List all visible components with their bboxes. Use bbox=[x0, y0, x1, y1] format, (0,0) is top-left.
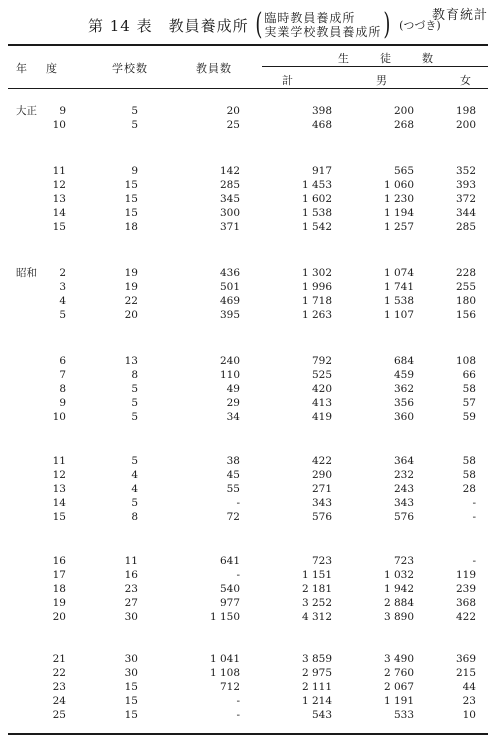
table-row bbox=[0, 104, 496, 118]
year-cell: 14 bbox=[52, 497, 66, 509]
schools-cell: 15 bbox=[124, 207, 138, 219]
year-cell: 15 bbox=[52, 511, 66, 523]
teachers-cell: 371 bbox=[219, 221, 240, 233]
table-row bbox=[0, 118, 496, 132]
teachers-cell: 1 150 bbox=[209, 611, 240, 623]
male-cell: 1 191 bbox=[383, 695, 414, 707]
female-cell: 156 bbox=[455, 309, 476, 321]
schools-cell: 15 bbox=[124, 695, 138, 707]
female-cell: 59 bbox=[462, 411, 476, 423]
male-cell: 243 bbox=[393, 483, 414, 495]
year-cell: 9 bbox=[59, 105, 66, 117]
table-row bbox=[0, 178, 496, 192]
schools-cell: 5 bbox=[131, 455, 138, 467]
male-cell: 1 060 bbox=[383, 179, 414, 191]
table-row bbox=[0, 410, 496, 424]
year-cell: 10 bbox=[52, 411, 66, 423]
male-cell: 1 942 bbox=[383, 583, 414, 595]
teachers-cell: 1 108 bbox=[209, 667, 240, 679]
schools-cell: 15 bbox=[124, 681, 138, 693]
teachers-cell: 240 bbox=[219, 355, 240, 367]
table-row bbox=[0, 206, 496, 220]
schools-cell: 5 bbox=[131, 397, 138, 409]
teachers-cell: 977 bbox=[219, 597, 240, 609]
year-cell: 14 bbox=[52, 207, 66, 219]
female-cell: 58 bbox=[462, 455, 476, 467]
schools-cell: 15 bbox=[124, 179, 138, 191]
total-cell: 1 602 bbox=[301, 193, 332, 205]
total-cell: 3 252 bbox=[301, 597, 332, 609]
title-main: 第 14 表 教員養成所 bbox=[88, 16, 249, 35]
total-cell: 4 312 bbox=[301, 611, 332, 623]
schools-cell: 15 bbox=[124, 193, 138, 205]
total-cell: 3 859 bbox=[301, 653, 332, 665]
schools-cell: 18 bbox=[124, 221, 138, 233]
year-cell: 5 bbox=[59, 309, 66, 321]
right-paren-glyph: ) bbox=[383, 7, 391, 42]
table-row bbox=[0, 454, 496, 468]
total-cell: 2 975 bbox=[301, 667, 332, 679]
female-cell: 108 bbox=[455, 355, 476, 367]
teachers-cell: - bbox=[236, 709, 240, 721]
schools-cell: 5 bbox=[131, 105, 138, 117]
year-cell: 18 bbox=[52, 583, 66, 595]
male-cell: 1 107 bbox=[383, 309, 414, 321]
era-cell: 大正 bbox=[16, 105, 37, 117]
total-cell: 1 214 bbox=[301, 695, 332, 707]
header-schools: 学校数 bbox=[112, 62, 148, 75]
male-cell: 1 074 bbox=[383, 267, 414, 279]
table-row bbox=[0, 708, 496, 722]
schools-cell: 4 bbox=[131, 483, 138, 495]
table-row bbox=[0, 354, 496, 368]
teachers-cell: 45 bbox=[226, 469, 240, 481]
total-cell: 419 bbox=[311, 411, 332, 423]
table-row bbox=[0, 610, 496, 624]
total-cell: 792 bbox=[311, 355, 332, 367]
female-cell: 368 bbox=[455, 597, 476, 609]
teachers-cell: 72 bbox=[226, 511, 240, 523]
male-cell: 364 bbox=[393, 455, 414, 467]
teachers-cell: - bbox=[236, 569, 240, 581]
teachers-cell: 469 bbox=[219, 295, 240, 307]
title-sub-1: 臨時教員養成所 bbox=[264, 11, 356, 25]
male-cell: 3 490 bbox=[383, 653, 414, 665]
year-cell: 6 bbox=[59, 355, 66, 367]
total-cell: 2 181 bbox=[301, 583, 332, 595]
female-cell: 255 bbox=[455, 281, 476, 293]
teachers-cell: 712 bbox=[219, 681, 240, 693]
male-cell: 2 067 bbox=[383, 681, 414, 693]
table-row bbox=[0, 396, 496, 410]
year-cell: 9 bbox=[59, 397, 66, 409]
year-cell: 12 bbox=[52, 179, 66, 191]
year-cell: 13 bbox=[52, 483, 66, 495]
schools-cell: 27 bbox=[124, 597, 138, 609]
female-cell: 344 bbox=[455, 207, 476, 219]
teachers-cell: 436 bbox=[219, 267, 240, 279]
female-cell: 239 bbox=[455, 583, 476, 595]
total-cell: 1 538 bbox=[301, 207, 332, 219]
table-row bbox=[0, 496, 496, 510]
total-cell: 343 bbox=[311, 497, 332, 509]
total-cell: 723 bbox=[311, 555, 332, 567]
year-cell: 17 bbox=[52, 569, 66, 581]
table-row bbox=[0, 596, 496, 610]
schools-cell: 8 bbox=[131, 511, 138, 523]
total-cell: 1 718 bbox=[301, 295, 332, 307]
teachers-cell: 501 bbox=[219, 281, 240, 293]
schools-cell: 20 bbox=[124, 309, 138, 321]
male-cell: 723 bbox=[393, 555, 414, 567]
teachers-cell: 49 bbox=[226, 383, 240, 395]
table-row bbox=[0, 666, 496, 680]
table-row bbox=[0, 294, 496, 308]
male-cell: 533 bbox=[393, 709, 414, 721]
schools-cell: 19 bbox=[124, 267, 138, 279]
total-cell: 576 bbox=[311, 511, 332, 523]
total-cell: 2 111 bbox=[301, 681, 332, 693]
schools-cell: 5 bbox=[131, 383, 138, 395]
teachers-cell: 55 bbox=[226, 483, 240, 495]
total-cell: 1 996 bbox=[301, 281, 332, 293]
total-cell: 413 bbox=[311, 397, 332, 409]
teachers-cell: 300 bbox=[219, 207, 240, 219]
male-cell: 565 bbox=[393, 165, 414, 177]
table-row bbox=[0, 382, 496, 396]
female-cell: 23 bbox=[462, 695, 476, 707]
table-row bbox=[0, 192, 496, 206]
header-year: 年 度 bbox=[16, 62, 61, 75]
table-row bbox=[0, 468, 496, 482]
male-cell: 1 257 bbox=[383, 221, 414, 233]
year-cell: 16 bbox=[52, 555, 66, 567]
female-cell: 200 bbox=[455, 119, 476, 131]
continued-label: (つづき) bbox=[399, 19, 441, 32]
female-cell: 198 bbox=[455, 105, 476, 117]
schools-cell: 13 bbox=[124, 355, 138, 367]
female-cell: 372 bbox=[455, 193, 476, 205]
teachers-cell: 110 bbox=[219, 369, 240, 381]
male-cell: 576 bbox=[393, 511, 414, 523]
female-cell: 393 bbox=[455, 179, 476, 191]
teachers-cell: 345 bbox=[219, 193, 240, 205]
header-students: 生 徒 数 bbox=[338, 52, 443, 65]
year-cell: 8 bbox=[59, 383, 66, 395]
female-cell: 119 bbox=[455, 569, 476, 581]
table-row bbox=[0, 694, 496, 708]
male-cell: 1 741 bbox=[383, 281, 414, 293]
left-paren-glyph: ( bbox=[254, 7, 262, 42]
header-male: 男 bbox=[376, 74, 391, 87]
year-cell: 7 bbox=[59, 369, 66, 381]
category-label: 教育統計 bbox=[431, 8, 488, 23]
teachers-cell: 285 bbox=[219, 179, 240, 191]
female-cell: 28 bbox=[462, 483, 476, 495]
year-cell: 13 bbox=[52, 193, 66, 205]
year-cell: 15 bbox=[52, 221, 66, 233]
schools-cell: 5 bbox=[131, 119, 138, 131]
male-cell: 1 032 bbox=[383, 569, 414, 581]
total-cell: 1 453 bbox=[301, 179, 332, 191]
male-cell: 356 bbox=[393, 397, 414, 409]
female-cell: 215 bbox=[455, 667, 476, 679]
year-cell: 3 bbox=[59, 281, 66, 293]
year-cell: 11 bbox=[52, 455, 66, 467]
male-cell: 232 bbox=[393, 469, 414, 481]
female-cell: 422 bbox=[455, 611, 476, 623]
table-row bbox=[0, 280, 496, 294]
table-row bbox=[0, 582, 496, 596]
total-cell: 290 bbox=[311, 469, 332, 481]
schools-cell: 30 bbox=[124, 611, 138, 623]
schools-cell: 16 bbox=[124, 569, 138, 581]
schools-cell: 23 bbox=[124, 583, 138, 595]
female-cell: 44 bbox=[462, 681, 476, 693]
year-cell: 21 bbox=[52, 653, 66, 665]
era-cell: 昭和 bbox=[16, 267, 37, 279]
header-teachers: 教員数 bbox=[196, 62, 232, 75]
male-cell: 1 194 bbox=[383, 207, 414, 219]
male-cell: 459 bbox=[393, 369, 414, 381]
table-row bbox=[0, 164, 496, 178]
male-cell: 1 230 bbox=[383, 193, 414, 205]
female-cell: 369 bbox=[455, 653, 476, 665]
male-cell: 360 bbox=[393, 411, 414, 423]
schools-cell: 4 bbox=[131, 469, 138, 481]
female-cell: 66 bbox=[462, 369, 476, 381]
schools-cell: 30 bbox=[124, 667, 138, 679]
year-cell: 22 bbox=[52, 667, 66, 679]
female-cell: 10 bbox=[462, 709, 476, 721]
total-cell: 1 542 bbox=[301, 221, 332, 233]
total-cell: 271 bbox=[311, 483, 332, 495]
table-row bbox=[0, 652, 496, 666]
teachers-cell: - bbox=[236, 497, 240, 509]
male-cell: 200 bbox=[393, 105, 414, 117]
schools-cell: 8 bbox=[131, 369, 138, 381]
schools-cell: 19 bbox=[124, 281, 138, 293]
male-cell: 3 890 bbox=[383, 611, 414, 623]
female-cell: - bbox=[472, 511, 476, 523]
total-cell: 468 bbox=[311, 119, 332, 131]
header-female: 女 bbox=[460, 74, 475, 87]
schools-cell: 30 bbox=[124, 653, 138, 665]
table-row bbox=[0, 368, 496, 382]
teachers-cell: 34 bbox=[226, 411, 240, 423]
total-cell: 1 263 bbox=[301, 309, 332, 321]
total-cell: 1 302 bbox=[301, 267, 332, 279]
year-cell: 10 bbox=[52, 119, 66, 131]
teachers-cell: 142 bbox=[219, 165, 240, 177]
table-row bbox=[0, 482, 496, 496]
table-row bbox=[0, 220, 496, 234]
male-cell: 1 538 bbox=[383, 295, 414, 307]
year-cell: 24 bbox=[52, 695, 66, 707]
year-cell: 2 bbox=[59, 267, 66, 279]
schools-cell: 5 bbox=[131, 497, 138, 509]
year-cell: 4 bbox=[59, 295, 66, 307]
year-cell: 12 bbox=[52, 469, 66, 481]
header-total: 計 bbox=[282, 74, 297, 87]
total-cell: 525 bbox=[311, 369, 332, 381]
year-cell: 19 bbox=[52, 597, 66, 609]
female-cell: 228 bbox=[455, 267, 476, 279]
teachers-cell: 1 041 bbox=[209, 653, 240, 665]
teachers-cell: 38 bbox=[226, 455, 240, 467]
female-cell: - bbox=[472, 497, 476, 509]
total-cell: 1 151 bbox=[301, 569, 332, 581]
schools-cell: 15 bbox=[124, 709, 138, 721]
male-cell: 268 bbox=[393, 119, 414, 131]
teachers-cell: - bbox=[236, 695, 240, 707]
teachers-cell: 540 bbox=[219, 583, 240, 595]
teachers-cell: 25 bbox=[226, 119, 240, 131]
year-cell: 23 bbox=[52, 681, 66, 693]
male-cell: 2 760 bbox=[383, 667, 414, 679]
year-cell: 11 bbox=[52, 165, 66, 177]
total-cell: 543 bbox=[311, 709, 332, 721]
female-cell: - bbox=[472, 555, 476, 567]
female-cell: 352 bbox=[455, 165, 476, 177]
total-cell: 422 bbox=[311, 455, 332, 467]
schools-cell: 22 bbox=[124, 295, 138, 307]
total-cell: 917 bbox=[311, 165, 332, 177]
teachers-cell: 20 bbox=[226, 105, 240, 117]
female-cell: 57 bbox=[462, 397, 476, 409]
table-row bbox=[0, 266, 496, 280]
teachers-cell: 641 bbox=[219, 555, 240, 567]
table-row bbox=[0, 554, 496, 568]
male-cell: 362 bbox=[393, 383, 414, 395]
male-cell: 2 884 bbox=[383, 597, 414, 609]
bottom-rule bbox=[8, 733, 488, 735]
female-cell: 180 bbox=[455, 295, 476, 307]
table-row bbox=[0, 680, 496, 694]
table-row bbox=[0, 308, 496, 322]
title-sub-2: 実業学校教員養成所 bbox=[264, 25, 382, 39]
total-cell: 420 bbox=[311, 383, 332, 395]
schools-cell: 5 bbox=[131, 411, 138, 423]
schools-cell: 11 bbox=[124, 555, 138, 567]
female-cell: 285 bbox=[455, 221, 476, 233]
table-row bbox=[0, 510, 496, 524]
teachers-cell: 395 bbox=[219, 309, 240, 321]
teachers-cell: 29 bbox=[226, 397, 240, 409]
male-cell: 684 bbox=[393, 355, 414, 367]
table-row bbox=[0, 568, 496, 582]
schools-cell: 9 bbox=[131, 165, 138, 177]
female-cell: 58 bbox=[462, 383, 476, 395]
total-cell: 398 bbox=[311, 105, 332, 117]
male-cell: 343 bbox=[393, 497, 414, 509]
female-cell: 58 bbox=[462, 469, 476, 481]
year-cell: 20 bbox=[52, 611, 66, 623]
year-cell: 25 bbox=[52, 709, 66, 721]
